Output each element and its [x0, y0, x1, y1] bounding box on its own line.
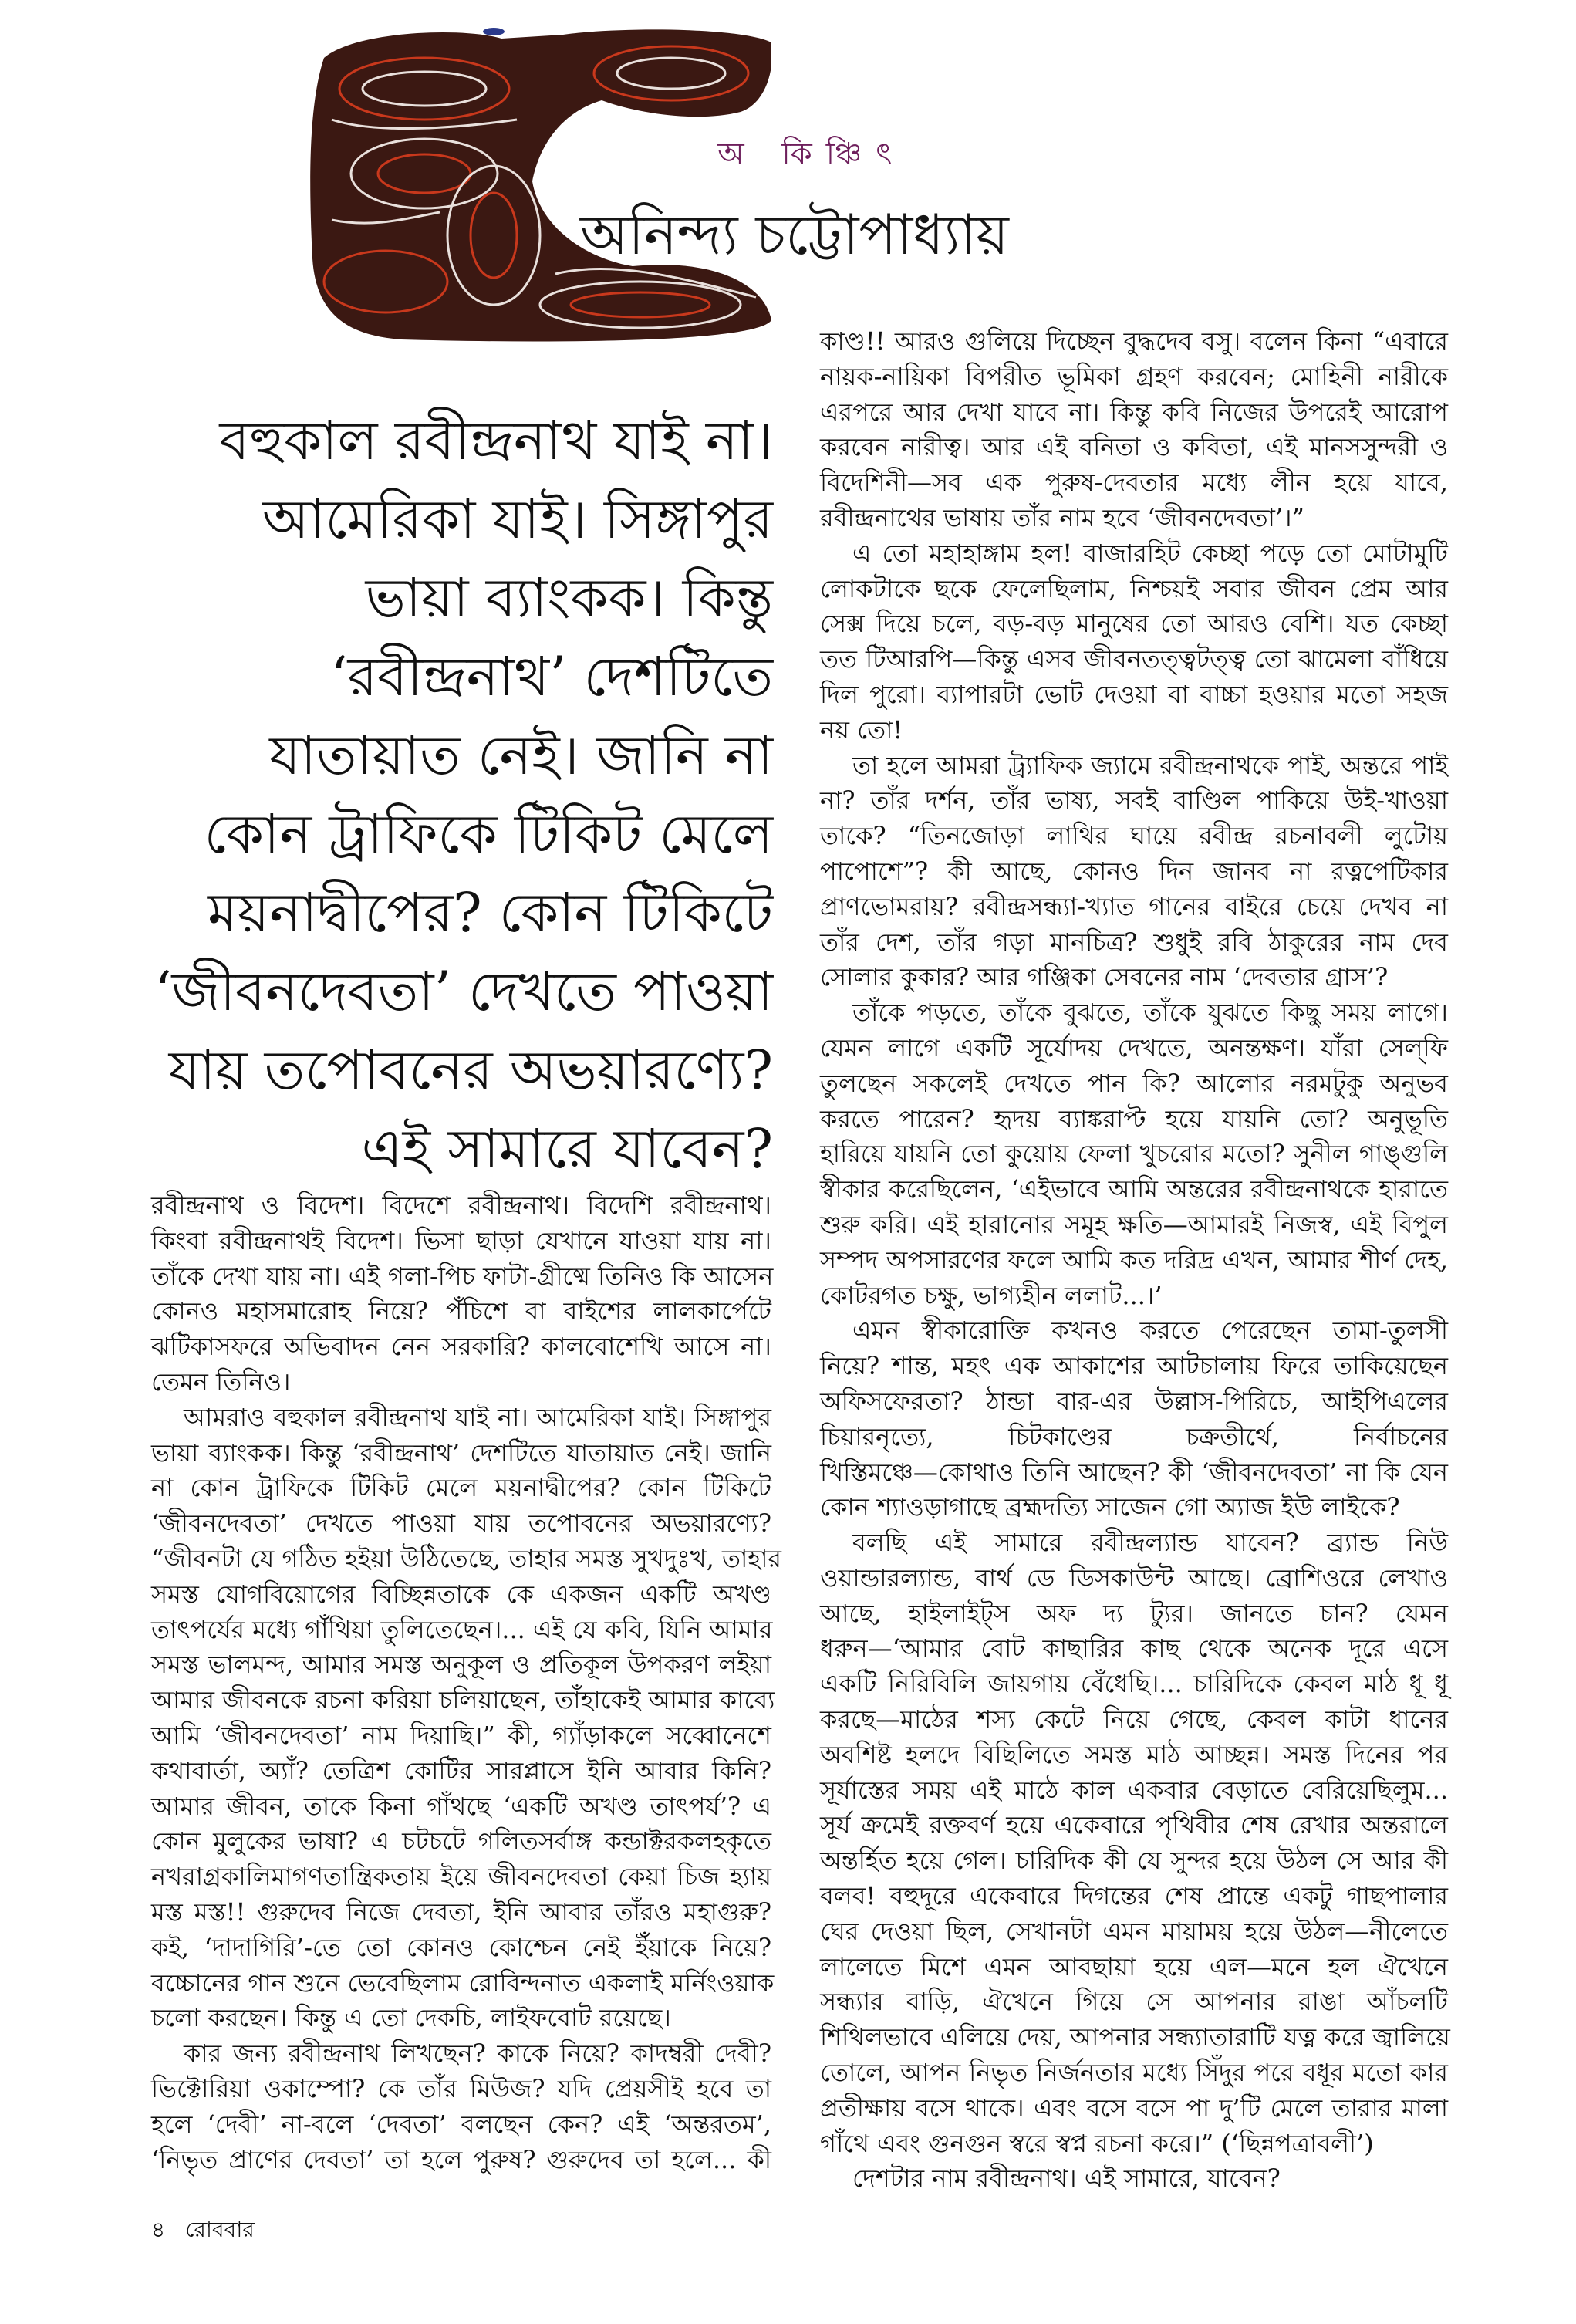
paragraph	[820, 324, 1448, 536]
text-line: মস্ত মস্ত!! গুরুদেব নিজে দেবতা, ইনি আবার তাঁরও মহাগুরু?	[151, 1897, 771, 1927]
text-line: দিল পুরো। ব্যাপারটা ভোট দেওয়া বা বাচ্চা হওয়ার মতো সহজ	[820, 679, 1448, 709]
text-line: করছে—মাঠের শস্য কেটে নিয়ে গেছে, কেবল কাটা ধানের	[820, 1704, 1448, 1735]
text-line: তত টিআরপি—কিন্তু এসব জীবনতত্ত্বটত্ত্ব তো ঝামেলা বাঁধিয়ে	[820, 644, 1448, 674]
text-line: আমরাও বহুকাল রবীন্দ্রনাথ যাই না। আমেরিকা যাই। সিঙ্গাপুর	[184, 1402, 771, 1432]
text-line: গাঁথে এবং গুনগুন স্বরে স্বপ্ন রচনা করে।” (‘ছিন্নপত্রাবলী’)	[820, 2128, 1374, 2158]
text-line: অবশিষ্ট হলদে বিছিলিতে সমস্ত মাঠ আচ্ছন্ন। সমস্ত দিনের পর	[820, 1739, 1448, 1769]
text-line: দেশটার নাম রবীন্দ্রনাথ। এই সামারে, যাবেন?	[852, 2164, 1281, 2194]
text-line: অন্তর্হিত হয়ে গেল। চারিদিক কী যে সুন্দর হয়ে উঠল সে আর কী	[820, 1846, 1448, 1876]
text-line: অফিসফেরতা? ঠান্ডা বার-এর উল্লাস-পিরিচে, আইপিএলের	[820, 1386, 1448, 1416]
paragraph	[820, 536, 1448, 748]
text-line: কথাবার্তা, অ্যাঁ? তেত্রিশ কোটির সারপ্লাসে ইনি আবার কিনি?	[151, 1755, 771, 1785]
pull-quote-line: বহুকাল রবীন্দ্রনাথ যাই না।	[219, 409, 773, 472]
pull-quote-line: ‘রবীন্দ্রনাথ’ দেশটিতে	[330, 645, 773, 708]
text-line: চলো করছেন। কিন্তু এ তো দেকচি, লাইফবোট রয়েছে।	[151, 2003, 671, 2033]
text-line: এমন স্বীকারোক্তি কখনও করতে পেরেছেন তামা-তুলসী	[852, 1316, 1448, 1346]
text-line: তেমন তিনিও।	[151, 1366, 291, 1397]
paragraph	[820, 995, 1448, 1313]
text-line: ঝটিকাসফরে অভিবাদন নেন সরকারি? কালবোশেখি আসে না।	[151, 1332, 771, 1362]
text-line: না? তাঁর দর্শন, তাঁর ভাষ্য, সবই বাণ্ডিল পাকিয়ে উই-খাওয়া	[820, 785, 1448, 816]
text-line: প্রতীক্ষায় বসে থাকে। এবং বসে বসে পা দু’টি মেলে তারার মালা	[820, 2093, 1448, 2123]
text-line: তোলে, আপন নিভৃত নির্জনতার মধ্যে সিঁদুর পরে বধূর মতো কার	[820, 2058, 1448, 2088]
text-line: বলছি এই সামারে রবীন্দ্রল্যান্ড যাবেন? ব্র্যান্ড নিউ	[852, 1528, 1448, 1558]
publication-name: রোববার	[185, 2217, 255, 2242]
paragraph	[820, 748, 1448, 996]
text-line: সেক্স দিয়ে চলে, বড়-বড় মানুষের তো আরও বেশি। যত কেচ্ছা	[820, 609, 1448, 639]
text-line: নয় তো!	[820, 714, 903, 745]
text-line: ‘জীবনদেবতা’ দেখতে পাওয়া যায় তপোবনের অভয়ারণ্যে?	[151, 1508, 771, 1539]
text-line: আমি ‘জীবনদেবতা’ নাম দিয়াছি।” কী, গ্যাঁড়াকলে সব্বোনেশে	[151, 1720, 771, 1750]
paragraph	[151, 1188, 774, 1400]
text-line: কই, ‘দাদাগিরি’-তে তো কোনও কোশ্চেন নেই ইঁয়াকে নিয়ে?	[151, 1932, 771, 1962]
text-line: একটি নিরিবিলি জায়গায় বেঁধেছি।... চারিদিকে কেবল মাঠ ধূ ধূ	[820, 1669, 1448, 1699]
text-line: রবীন্দ্রনাথের ভাষায় তাঁর নাম হবে ‘জীবনদেবতা’।”	[820, 502, 1304, 532]
pull-quote-line: কোন ট্রাফিকে টিকিট মেলে	[204, 802, 773, 866]
paragraph	[151, 1400, 781, 2036]
text-line: ভায়া ব্যাংকক। কিন্তু ‘রবীন্দ্রনাথ’ দেশটিতে যাতায়াত নেই। জানি	[151, 1437, 771, 1468]
text-line: “জীবনটা যে গঠিত হইয়া উঠিতেছে, তাহার সমস্ত সুখদুঃখ, তাহার	[151, 1543, 781, 1573]
text-line: কিংবা রবীন্দ্রনাথই বিদেশ। ভিসা ছাড়া যেখানে যাওয়া যায় না।	[151, 1225, 771, 1255]
text-line: তাকে? “তিনজোড়া লাথির ঘায়ে রবীন্দ্র রচনাবলী লুটোয়	[820, 821, 1448, 851]
text-line: আমার জীবন, তাকে কিনা গাঁথছে ‘একটি অখণ্ড তাৎপর্য’? এ	[151, 1791, 771, 1821]
abstract-illustration	[309, 27, 771, 343]
text-line: যেমন লাগে একটি সূর্যোদয় দেখতে, অনন্তক্ষণ। যাঁরা সেল্‌ফি	[820, 1032, 1448, 1062]
text-line: না কোন ট্রাফিকে টিকিট মেলে ময়নাদ্বীপের? কোন টিকিটে	[151, 1473, 771, 1503]
text-line: ধরুন—‘আমার বোট কাছারির কাছ থেকে অনেক দূরে এসে	[820, 1633, 1448, 1664]
illustration-blue-accent	[483, 28, 505, 35]
text-line: তা হলে আমরা ট্র্যাফিক জ্যামে রবীন্দ্রনাথকে পাই, অন্তরে পাই	[852, 750, 1448, 780]
pull-quote-line: যাতায়াত নেই। জানি না	[269, 724, 773, 787]
text-line: ‘নিভৃত প্রাণের দেবতা’ তা হলে পুরুষ? গুরুদেব তা হলে... কী	[151, 2144, 771, 2174]
pull-quote-line: এই সামারে যাবেন?	[361, 1117, 773, 1181]
text-line: ওয়ান্ডারল্যান্ড, বার্থ ডে ডিসকাউন্ট আছে। ব্রোশিওরে লেখাও	[820, 1562, 1448, 1593]
text-line: আছে, হাইলাইট্‌স অফ দ্য ট্যুর। জানতে চান? যেমন	[820, 1598, 1448, 1628]
text-line: কোন শ্যাওড়াগাছে ব্রহ্মদত্যি সাজেন গো অ্যাজ ইউ লাইকে?	[820, 1492, 1400, 1522]
text-line: তাঁকে পড়তে, তাঁকে বুঝতে, তাঁকে যুঝতে কিছু সময় লাগে।	[852, 998, 1448, 1028]
author-byline: অনিন্দ্য চট্টোপাধ্যায়	[580, 202, 1009, 267]
text-line: প্রাণভোমরায়? রবীন্দ্রসন্ধ্যা-খ্যাত গানের বাইরে চেয়ে দেখব না	[820, 891, 1448, 921]
pull-quote-line: ‘জীবনদেবতা’ দেখতে পাওয়া	[154, 960, 773, 1023]
text-line: খিস্তিমঞ্চে—কোথাও তিনি আছেন? কী ‘জীবনদেবতা’ না কি যেন	[820, 1457, 1448, 1487]
text-line: তাঁর দেশ, তাঁর গড়া মানচিত্র? শুধুই রবি ঠাকুরের নাম দেব	[820, 927, 1448, 957]
text-line: নিয়ে? শান্ত, মহৎ এক আকাশের আটচালায় ফিরে তাকিয়েছেন	[820, 1351, 1448, 1381]
pull-quote-line: যায় তপোবনের অভয়ারণ্যে?	[168, 1039, 773, 1102]
text-line: সমস্ত ভালমন্দ, আমার সমস্ত অনুকূল ও প্রতিকূল উপকরণ লইয়া	[151, 1650, 771, 1680]
pull-quote-line: ময়নাদ্বীপের? কোন টিকিটে	[208, 881, 773, 944]
pull-quote-line: ভায়া ব্যাংকক। কিন্তু	[365, 566, 773, 630]
page-footer	[151, 2213, 275, 2249]
text-line: লালেতে মিশে এমন আবছায়া হয়ে এল—মনে হল ঐখেনে	[820, 1951, 1448, 1981]
body-column-left	[151, 1188, 781, 2177]
text-line: কোটরগত চক্ষু, ভাগ্যহীন ললাট...।’	[820, 1280, 1163, 1310]
text-line: সূর্য ক্রমেই রক্তবর্ণ হয়ে একেবারে পৃথিবীর শেষ রেখার অন্তরালে	[820, 1810, 1448, 1840]
paragraph	[151, 2036, 771, 2177]
pull-quote	[147, 401, 773, 1188]
text-line: ভিক্টোরিয়া ওকাম্পো? কে তাঁর মিউজ? যদি প্রেয়সীই হবে তা	[151, 2073, 771, 2103]
text-line: শুরু করি। এই হারানোর সমূহ ক্ষতি—আমারই নিজস্ব, এই বিপুল	[820, 1209, 1448, 1239]
paragraph	[820, 1525, 1448, 2161]
text-line: সোলার কুকার? আর গঞ্জিকা সেবনের নাম ‘দেবতার গ্রাস’?	[820, 962, 1389, 992]
section-label: অ কিঞ্চিৎ	[717, 137, 906, 172]
text-line: সম্পদ অপসারণের ফলে আমি কত দরিদ্র এখন, আমার শীর্ণ দেহ,	[820, 1245, 1448, 1275]
text-line: রবীন্দ্রনাথ ও বিদেশ। বিদেশে রবীন্দ্রনাথ। বিদেশি রবীন্দ্রনাথ।	[151, 1191, 771, 1220]
pull-quote-line: আমেরিকা যাই। সিঙ্গাপুর	[262, 488, 773, 551]
text-line: কার জন্য রবীন্দ্রনাথ লিখছেন? কাকে নিয়ে? কাদম্বরী দেবী?	[184, 2039, 771, 2069]
body-column-right	[820, 324, 1448, 2197]
page-number: ৪	[151, 2217, 166, 2242]
text-line: কাণ্ড!! আরও গুলিয়ে দিচ্ছেন বুদ্ধদেব বসু। বলেন কিনা “এবারে	[820, 326, 1448, 356]
text-line: হলে ‘দেবী’ না-বলে ‘দেবতা’ বলছেন কেন? এই ‘অন্তরতম’,	[151, 2109, 771, 2139]
paragraph	[820, 1313, 1448, 1525]
text-line: বচ্চোনের গান শুনে ভেবেছিলাম রোবিন্দনাত একলাই মর্নিংওয়াক	[151, 1968, 775, 1998]
text-line: কোন মুলুকের ভাষা? এ চটচটে গলিতসর্বাঙ্গ কন্ডাক্টরকলহকৃতে	[151, 1826, 771, 1856]
text-line: লোকটাকে ছকে ফেলেছিলাম, নিশ্চয়ই সবার জীবন প্রেম আর	[820, 573, 1448, 603]
text-line: সূর্যাস্তের সময় এই মাঠে কাল একবার বেড়াতে বেরিয়েছিলুম...	[820, 1775, 1448, 1805]
text-line: হারিয়ে যায়নি তো কুয়োয় ফেলা খুচরোর মতো? সুনীল গাঙ্গুলি	[820, 1139, 1448, 1169]
text-line: সমস্ত যোগবিয়োগের বিচ্ছিন্নতাকে কে একজন একটি অখণ্ড	[151, 1579, 771, 1609]
text-line: তাৎপর্যের মধ্যে গাঁথিয়া তুলিতেছেন।... এই যে কবি, যিনি আমার	[151, 1614, 773, 1644]
text-line: সন্ধ্যার বাড়ি, ঐখেনে গিয়ে সে আপনার রাঙা আঁচলটি	[820, 1987, 1448, 2017]
text-line: নখরাগ্রকালিমাগণতান্ত্রিকতায় ইয়ে জীবনদেবতা কেয়া চিজ হ্যায়	[151, 1862, 771, 1892]
text-line: শিথিলভাবে এলিয়ে দেয়, আপনার সন্ধ্যাতারাটি যত্ন করে জ্বালিয়ে	[820, 2022, 1450, 2052]
text-line: বিদেশিনী—সব এক পুরুষ-দেবতার মধ্যে লীন হয়ে যাবে,	[820, 468, 1448, 498]
text-line: চিয়ারনৃত্যে, চিটকাণ্ডের চক্রতীর্থে, নির্বাচনের	[820, 1421, 1448, 1451]
text-line: কোনও মহাসমারোহ নিয়ে? পঁচিশে বা বাইশের লালকার্পেটে	[151, 1296, 771, 1326]
text-line: তাঁকে দেখা যায় না। এই গলা-পিচ ফাটা-গ্রীষ্মে তিনিও কি আসেন	[151, 1261, 774, 1291]
text-line: নায়ক-নায়িকা বিপরীত ভূমিকা গ্রহণ করবেন; মোহিনী নারীকে	[820, 361, 1448, 391]
paragraph	[820, 2161, 1448, 2197]
text-line: বলব! বহুদূরে একেবারে দিগন্তের শেষ প্রান্তে একটু গাছপালার	[820, 1881, 1448, 1911]
text-line: করতে পারেন? হৃদয় ব্যাঙ্করাপ্ট হয়ে যায়নি তো? অনুভূতি	[820, 1103, 1448, 1133]
text-line: স্বীকার করেছিলেন, ‘এইভাবে আমি অন্তরের রবীন্দ্রনাথকে হারাতে	[820, 1174, 1448, 1204]
text-line: পাপোশে”? কী আছে, কোনও দিন জানব না রত্নপেটিকার	[820, 856, 1448, 886]
text-line: এরপরে আর দেখা যাবে না। কিন্তু কবি নিজের উপরেই আরোপ	[820, 397, 1448, 427]
text-line: তুলছেন সকলেই দেখতে পান কি? আলোর নরমটুকু অনুভব	[820, 1068, 1448, 1098]
text-line: এ তো মহাহাঙ্গাম হল! বাজারহিট কেচ্ছা পড়ে তো মোটামুটি	[852, 538, 1448, 568]
text-line: করবেন নারীত্ব। আর এই বনিতা ও কবিতা, এই মানসসুন্দরী ও	[820, 432, 1448, 462]
text-line: ঘের দেওয়া ছিল, সেখানটা এমন মায়াময় হয়ে উঠল—নীলেতে	[820, 1916, 1448, 1946]
text-line: আমার জীবনকে রচনা করিয়া চলিয়াছেন, তাঁহাকেই আমার কাব্যে	[151, 1685, 775, 1715]
